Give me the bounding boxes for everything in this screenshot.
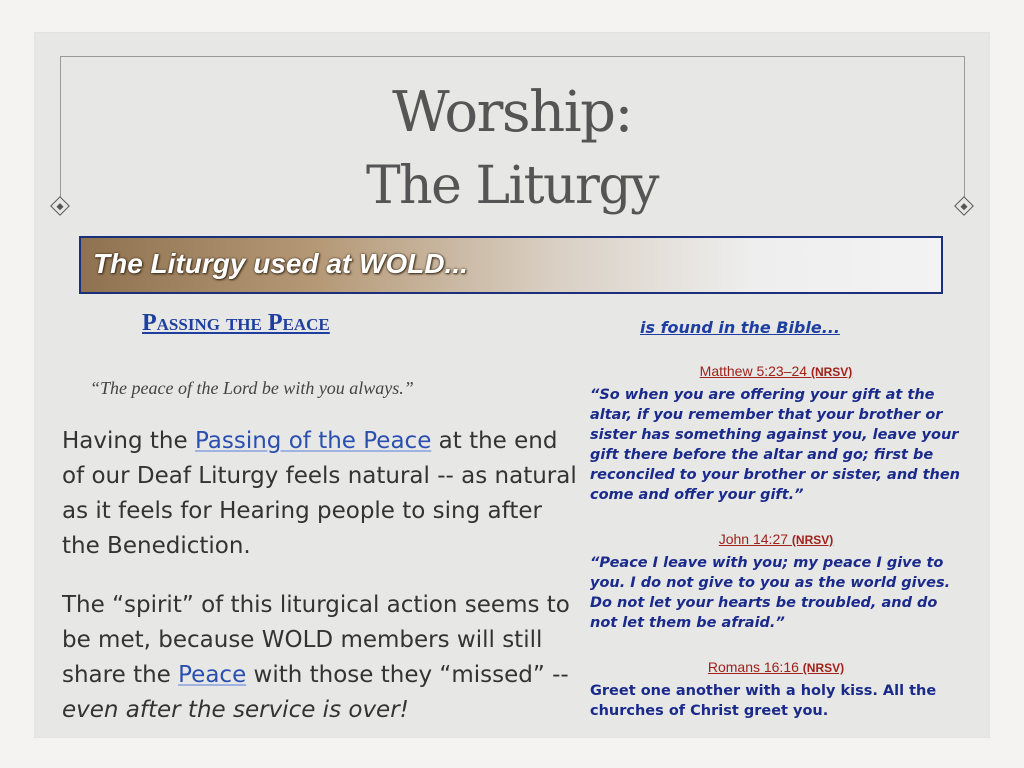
paragraph-spirit: [62, 588, 592, 728]
scripture-reference: [586, 363, 966, 379]
scripture-reference: [586, 659, 966, 675]
slide: [34, 32, 990, 738]
section-banner: [79, 236, 943, 294]
paragraph-passing-peace: [62, 424, 582, 564]
found-in-bible-heading: is found in the Bible...: [640, 318, 840, 337]
scripture-verse: Greet one another with a holy kiss. All the churches of Christ greet you.: [590, 683, 937, 719]
reference-name: Romans 16:16: [707, 659, 799, 675]
passing-peace-heading: Passing the Peace: [142, 310, 330, 336]
slide-title: Worship:: [392, 80, 632, 145]
peace-highlight: Peace: [178, 662, 247, 688]
banner-text: The Liturgy used at WOLD...: [93, 248, 468, 279]
peace-quote: “The peace of the Lord be with you always.”: [90, 378, 414, 398]
para1-text-start: Having the: [62, 428, 195, 454]
reference-name: Matthew 5:23–24: [699, 363, 808, 379]
scripture-verse: “So when you are offering your gift at the altar, if you remember that your brother or sister has something against you, leave your gift there before the altar and go; first be reconciled to your brother or sister, and then come and offer your gift.”: [590, 387, 960, 503]
reference-version: (NRSV): [802, 661, 845, 675]
frame-top-line: [60, 56, 964, 57]
para1-text-end: at the end of our Deaf Liturgy feels natural -- as natural as it feels for Hearing people to sing after the Benediction.: [62, 428, 577, 559]
scripture-verse: “Peace I leave with you; my peace I give to you. I do not give to you as the world gives. Do not let your hearts be troubled, and do not let them be afraid.”: [590, 555, 951, 631]
passing-peace-highlight: Passing of the Peace: [194, 428, 432, 454]
reference-name: John 14:27: [718, 531, 789, 547]
para2-text-start: The “spirit” of this liturgical action seems to be met, because WOLD members will still share the: [62, 592, 570, 688]
scripture-reference: [586, 531, 966, 547]
para2-text-mid: with those they “missed” --: [246, 662, 569, 688]
reference-version: (NRSV): [791, 533, 834, 547]
slide-subtitle: The Liturgy: [365, 156, 659, 216]
reference-version: (NRSV): [810, 365, 853, 379]
para2-emphasis: even after the service is over!: [62, 697, 409, 723]
